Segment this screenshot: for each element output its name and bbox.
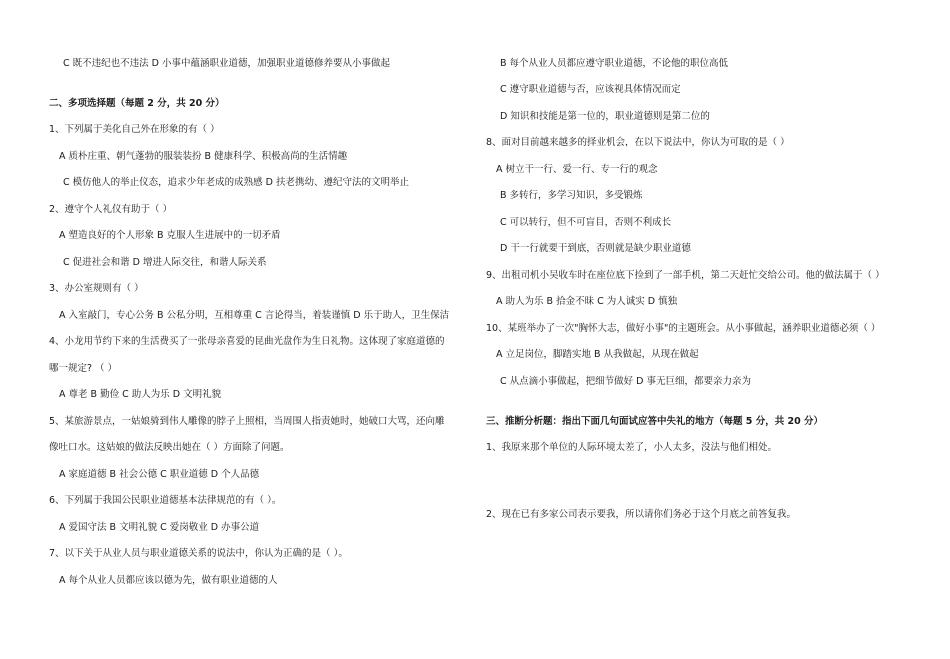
question-9-options: A 助人为乐 B 拾金不昧 C 为人诚实 D 慎独 xyxy=(496,296,678,307)
question-7: 7、以下关于从业人员与职业道德关系的说法中，你认为正确的是（ ）。 xyxy=(49,548,348,559)
question-10: 10、某班举办了一次"胸怀大志，做好小事"的主题班会。从小事做起，涵养职业道德必须（ ） xyxy=(486,323,881,334)
question-8-option-b: B 多转行，多学习知识，多受锻炼 xyxy=(500,190,643,201)
question-2: 2、遵守个人礼仪有助于（ ） xyxy=(49,204,173,215)
question-1: 1、下列属于美化自己外在形象的有（ ） xyxy=(49,124,220,135)
question-1-options-cd: C 模仿他人的举止仪态，追求少年老成的成熟感 D 扶老携幼、遵纪守法的文明举止 xyxy=(63,177,410,188)
question-5: 5、某旅游景点，一姑娘骑到伟人雕像的脖子上照相，当周围人指责她时，她破口大骂，还向雕 xyxy=(49,416,445,427)
question-6-options: A 爱国守法 B 文明礼貌 C 爱岗敬业 D 办事公道 xyxy=(59,522,260,533)
question-8-option-d: D 干一行就要干到底，否则就是缺少职业道德 xyxy=(500,243,691,254)
section-3-heading: 三、推断分析题：指出下面几句面试应答中失礼的地方（每题 5 分，共 20 分） xyxy=(486,416,824,427)
question-2-options-cd: C 促进社会和谐 D 增进人际交往，和谐人际关系 xyxy=(63,257,267,268)
question-10-options-cd: C 从点滴小事做起，把细节做好 D 事无巨细，都要亲力亲为 xyxy=(500,376,752,387)
question-8: 8、面对目前越来越多的择业机会，在以下说法中，你认为可取的是（ ） xyxy=(486,137,790,148)
question-6: 6、下列属于我国公民职业道德基本法律规范的有（ ）。 xyxy=(49,495,282,506)
question-2-options-ab: A 塑造良好的个人形象 B 克服人生进展中的一切矛盾 xyxy=(59,230,281,241)
question-7-option-c: C 遵守职业道德与否，应该视具体情况而定 xyxy=(500,84,681,95)
question-7-option-b: B 每个从业人员都应遵守职业道德，不论他的职位高低 xyxy=(500,58,729,69)
question-8-option-a: A 树立干一行、爱一行、专一行的观念 xyxy=(496,164,658,175)
analysis-item-1: 1、我原来那个单位的人际环境太差了，小人太多，没法与他们相处。 xyxy=(486,442,778,453)
question-5-options: A 家庭道德 B 社会公德 C 职业道德 D 个人品德 xyxy=(59,469,260,480)
q-prev-option-cd: C 既不违纪也不违法 D 小事中蕴涵职业道德，加强职业道德修养要从小事做起 xyxy=(63,58,391,69)
question-10-options-ab: A 立足岗位，脚踏实地 B 从我做起，从现在做起 xyxy=(496,349,699,360)
question-4-cont: 哪一规定? （ ） xyxy=(49,363,118,374)
question-4-options: A 尊老 B 勤俭 C 助人为乐 D 文明礼貌 xyxy=(59,389,222,400)
question-1-options-ab: A 质朴庄重、朝气蓬勃的服装装扮 B 健康科学、积极高尚的生活情趣 xyxy=(59,151,348,162)
question-4: 4、小龙用节约下来的生活费买了一张母亲喜爱的昆曲光盘作为生日礼物。这体现了家庭道德的 xyxy=(49,336,445,347)
question-3: 3、办公室规则有（ ） xyxy=(49,283,144,294)
question-8-option-c: C 可以转行，但不可盲目，否则不利成长 xyxy=(500,217,672,228)
question-7-option-a: A 每个从业人员都应该以德为先，做有职业道德的人 xyxy=(59,575,278,586)
question-7-option-d: D 知识和技能是第一位的，职业道德则是第二位的 xyxy=(500,111,710,122)
question-9: 9、出租司机小吴收车时在座位底下捡到了一部手机，第二天赶忙交给公司。他的做法属于（ ） xyxy=(486,270,885,281)
question-3-options: A 入室敲门，专心公务 B 公私分明，互相尊重 C 言论得当，着装谨慎 D 乐于助人，卫生保洁 xyxy=(59,310,450,321)
question-5-cont: 像吐口水。这姑娘的做法反映出她在（ ）方面除了问题。 xyxy=(49,442,290,453)
section-2-heading: 二、多项选择题（每题 2 分，共 20 分） xyxy=(49,98,225,109)
analysis-item-2: 2、现在已有多家公司表示要我，所以请你们务必于这个月底之前答复我。 xyxy=(486,509,797,520)
